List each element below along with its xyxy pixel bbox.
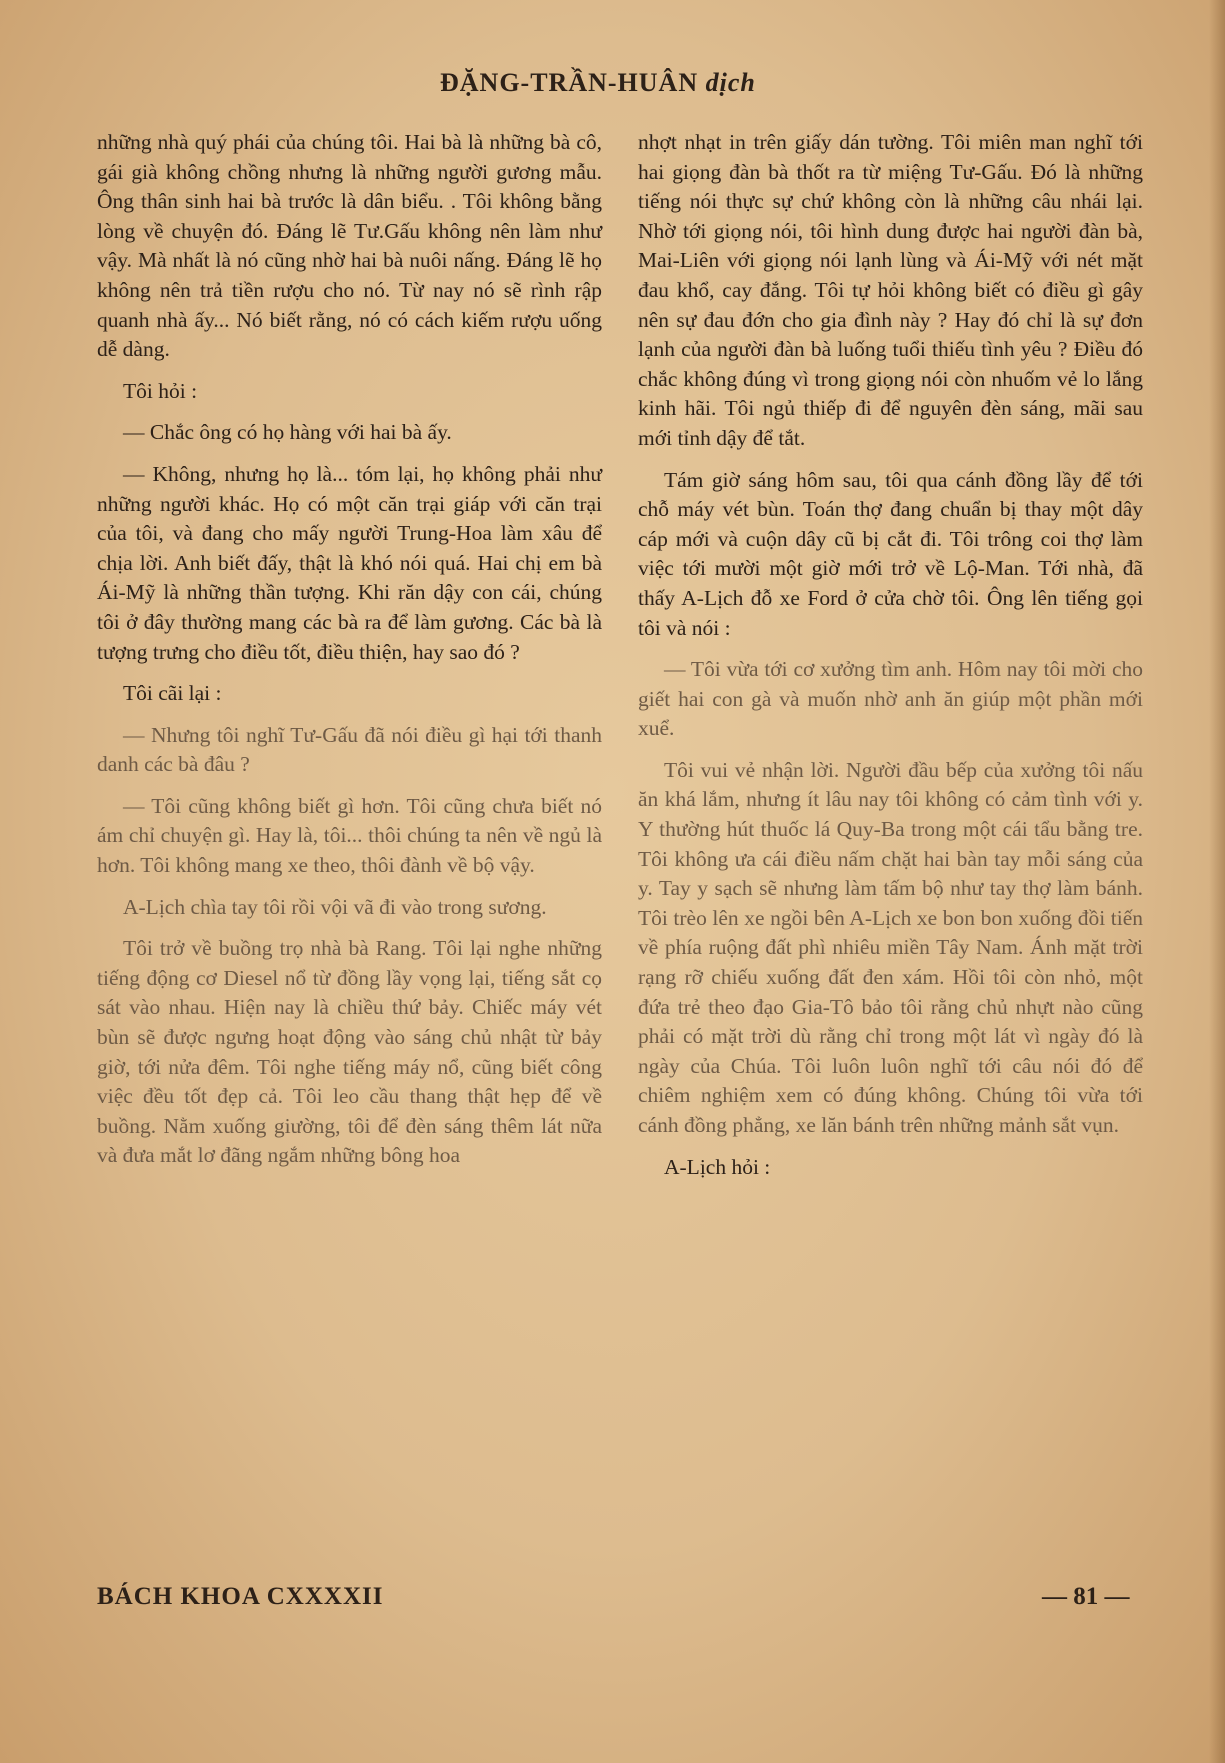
paragraph: — Tôi cũng không biết gì hơn. Tôi cũng chưa biết nó ám chỉ chuyện gì. Hay là, tôi... thôi chúng ta nên về ngủ là hơn. Tôi không mang xe theo, thôi đành về bộ vậy. <box>97 793 602 878</box>
paragraph: Tôi vui vẻ nhận lời. Người đầu bếp của xưởng tôi nấu ăn khá lắm, nhưng ít lâu nay tôi không có cảm tình với y. Y thường hút thuốc lá Quy-Ba trong một cái tẩu bằng tre. Tôi không ưa cái điều nấm chặt hai bàn tay mỗi sáng của y. Tay y sạch sẽ nhưng làm tấm bộ như tay thợ làm bánh. Tôi trèo lên xe ngồi bên A-Lịch xe bon bon xuống đồi tiến về phía ruộng đất phì nhiêu miền Tây Nam. Ánh mặt trời rạng rỡ chiếu xuống đất đen xám. Hồi tôi còn nhỏ, một đứa trẻ theo đạo Gia-Tô bảo tôi rằng chủ nhựt nào cũng phải có mặt trời dù rằng chỉ trong một lát vì ngày đó là ngày của Chúa. Tôi luôn luôn nghĩ tới câu nói đó để chiêm nghiệm xem có đúng không. Chúng tôi vừa tới cánh đồng phẳng, xe lăn bánh trên những mảnh sắt vụn. <box>638 757 1143 1137</box>
page-number: — 81 — <box>1042 1583 1130 1610</box>
paragraph: Tôi cãi lại : <box>123 681 222 706</box>
paragraph: A-Lịch hỏi : <box>664 1154 771 1179</box>
paragraph: — Tôi vừa tới cơ xưởng tìm anh. Hôm nay tôi mời cho giết hai con gà và muốn nhờ anh ăn giúp một phần mới xuể. <box>638 657 1143 741</box>
paragraph: — Không, nhưng họ là... tóm lại, họ không phải như những người khác. Họ có một căn trại giáp với căn trại của tôi, và đang cho mấy người Trung-Hoa làm xâu để chịa lời. Anh biết đấy, thật là khó nói quá. Hai chị em bà Ái-Mỹ là những thần tượng. Khi răn dậy con cái, chúng tôi ở đây thường mang các bà ra để làm gương. Các bà là tượng trưng cho điều tốt, điều thiện, hay sao đó ? <box>97 461 602 664</box>
paragraph: những nhà quý phái của chúng tôi. Hai bà là những bà cô, gái già không chồng nhưng là những người gương mẫu. Ông thân sinh hai bà trước là dân biểu. . Tôi không bằng lòng về chuyện đó. Đáng lẽ Tư.Gấu không nên làm như vậy. Mà nhất là nó cũng nhờ hai bà nuôi nấng. Đáng lẽ họ không nên trả tiền rượu cho nó. Từ nay nó sẽ rình rập quanh nhà ấy... Nó biết rằng, nó có cách kiếm rượu uống dễ dàng. <box>97 130 602 362</box>
page-header <box>440 68 860 98</box>
translator-role: dịch <box>705 68 756 97</box>
translator-name: ĐẶNG-TRẦN-HUÂN <box>440 68 699 97</box>
paragraph: — Nhưng tôi nghĩ Tư-Gấu đã nói điều gì hại tới thanh danh các bà đâu ? <box>97 722 602 777</box>
left-column <box>97 128 602 1171</box>
paragraph: A-Lịch chìa tay tôi rồi vội vã đi vào trong sương. <box>123 894 547 919</box>
paragraph: Tôi hỏi : <box>123 378 198 403</box>
paragraph: Tám giờ sáng hôm sau, tôi qua cánh đồng lầy để tới chỗ máy vét bùn. Toán thợ đang chuẩn bị thay một dây cáp mới và cuộn dây cũ bị cắt đi. Tôi trông coi thợ làm việc tới mười một giờ mới trở về Lộ-Man. Tới nhà, đã thấy A-Lịch đỗ xe Ford ở cửa chờ tôi. Ông lên tiếng gọi tôi và nói : <box>638 467 1143 640</box>
paragraph: — Chắc ông có họ hàng với hai bà ấy. <box>123 420 452 445</box>
paragraph: Tôi trở về buồng trọ nhà bà Rang. Tôi lại nghe những tiếng động cơ Diesel nổ từ đồng lầy vọng lại, tiếng sắt cọ sát vào nhau. Hiện nay là chiều thứ bảy. Chiếc máy vét bùn sẽ được ngưng hoạt động vào sáng chủ nhật từ bảy giờ, tới nửa đêm. Tôi nghe tiếng máy nổ, cũng biết công việc đều tốt đẹp cả. Tôi leo cầu thang thật hẹp để về buồng. Nằm xuống giường, tôi để đèn sáng thêm lát nữa và đưa mắt lơ đãng ngắm những bông hoa <box>97 936 602 1168</box>
magazine-title: BÁCH KHOA CXXXXII <box>97 1583 384 1610</box>
paragraph: nhợt nhạt in trên giấy dán tường. Tôi miên man nghĩ tới hai giọng đàn bà thốt ra từ miệng Tư-Gấu. Đó là những tiếng nói thực sự chứ không còn là những câu nhái lại. Nhờ tới giọng nói, tôi hình dung được hai người đàn bà, Mai-Liên với giọng nói lạnh lùng và Ái-Mỹ với nét mặt đau khổ, cay đắng. Tôi tự hỏi không biết có điều gì gây nên sự đau đớn cho gia đình này ? Hay đó chỉ là sự đơn lạnh của người đàn bà luống tuổi thiếu tình yêu ? Điều đó chắc không đúng vì trong giọng nói còn nhuốm vẻ lo lắng kinh hãi. Tôi ngủ thiếp đi để nguyên đèn sáng, mãi sau mới tỉnh dậy để tắt. <box>638 130 1143 450</box>
page-fold-shadow <box>1209 0 1225 1763</box>
right-column <box>638 128 1143 1182</box>
